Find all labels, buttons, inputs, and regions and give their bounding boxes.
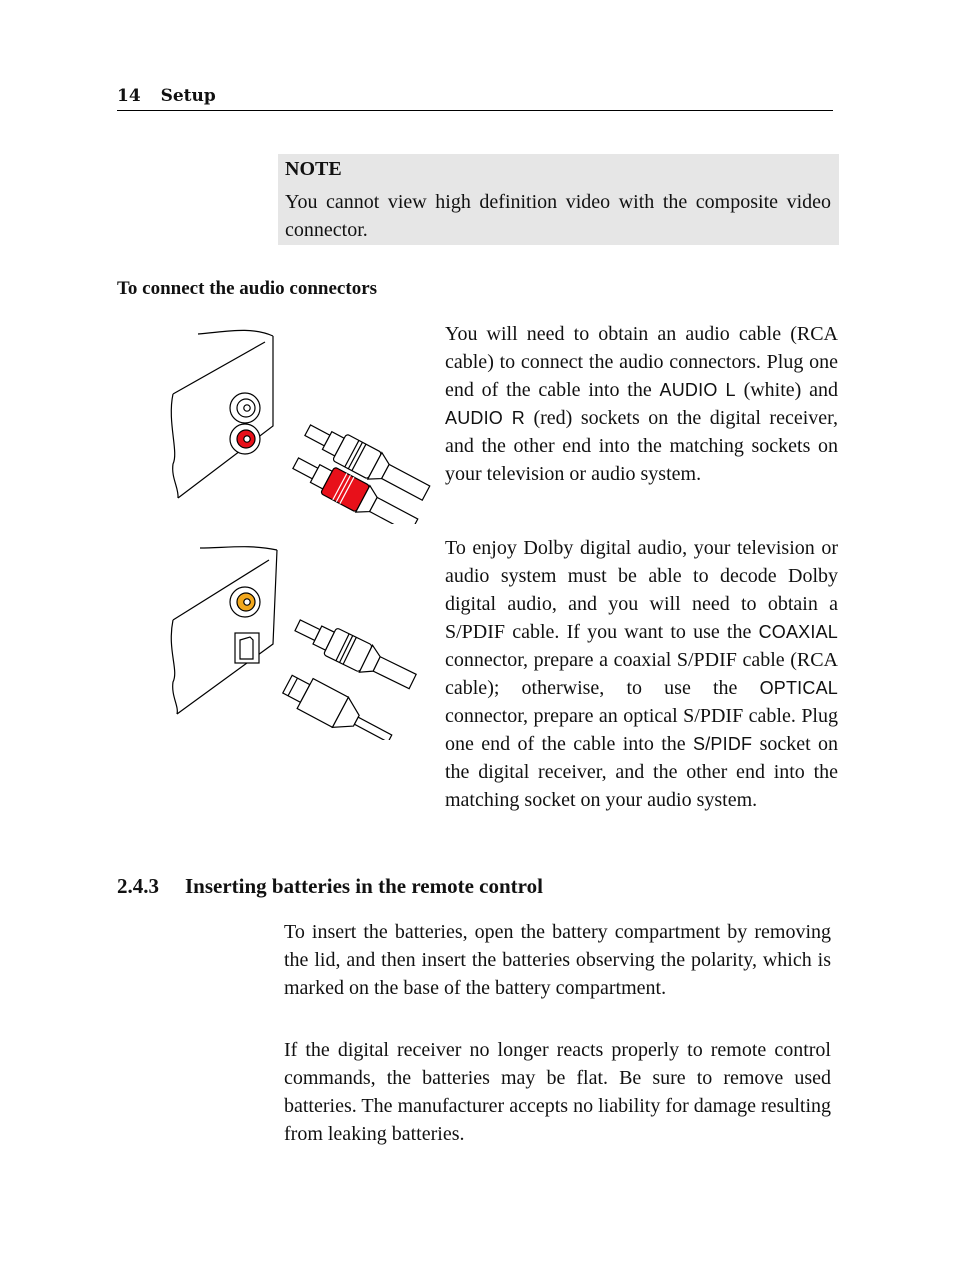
running-head: [117, 86, 833, 111]
section-title: Inserting batteries in the remote control: [185, 874, 543, 898]
page-number: 14: [117, 86, 141, 106]
note-title: NOTE: [285, 158, 342, 180]
chapter-title: Setup: [160, 86, 216, 106]
text-run: (white) and: [735, 379, 839, 401]
rca-audio-connection-illustration: [165, 322, 433, 524]
text-run: connector, prepare a coaxial S/PDIF cable (RCA cable); otherwise, to use the: [445, 649, 838, 699]
audio-r-label: AUDIO R: [445, 408, 525, 428]
spdif-digital-audio-connection-illustration: [165, 540, 425, 740]
text-run: To enjoy Dolby digital audio, your television or audio system must be able to decode Dolby digital audio, and you will need to obtain a S/PDIF cable. If you want to use the: [445, 537, 838, 643]
battery-insert-paragraph: To insert the batteries, open the battery compartment by removing the lid, and then insert the batteries observing the polarity, which is marked on the base of the battery compartment.: [284, 921, 831, 999]
optical-label: OPTICAL: [759, 678, 838, 698]
battery-warning-paragraph: If the digital receiver no longer reacts properly to remote control commands, the batteries may be flat. Be sure to remove used batteries. The manufacturer accepts no liability for damage resulting from leaking batteries.: [284, 1039, 831, 1145]
note-box: [278, 154, 839, 245]
text-run: (red) sockets on the digital receiver, and the other end into the matching sockets on your television or audio system.: [445, 407, 839, 485]
text-run: connector, prepare an optical S/PDIF cable. Plug one end of the cable into the: [445, 705, 838, 755]
audio-subheading: To connect the audio connectors: [117, 278, 378, 299]
dolby-audio-paragraph: [445, 534, 838, 814]
section-heading: [117, 874, 543, 899]
note-text: You cannot view high definition video with the composite video connector.: [285, 191, 831, 241]
audio-l-label: AUDIO L: [659, 380, 736, 400]
spdif-label: S/PIDF: [693, 734, 753, 754]
section-number: 2.4.3: [117, 874, 159, 898]
text-run: You will need to obtain an audio cable (RCA cable) to connect the audio connectors. Plug one end of the cable into the: [445, 323, 838, 401]
coaxial-label: COAXIAL: [758, 622, 838, 642]
text-run: socket on the digital receiver, and the other end into the matching socket on your audio system.: [445, 733, 838, 811]
audio-cable-paragraph: [445, 320, 838, 488]
